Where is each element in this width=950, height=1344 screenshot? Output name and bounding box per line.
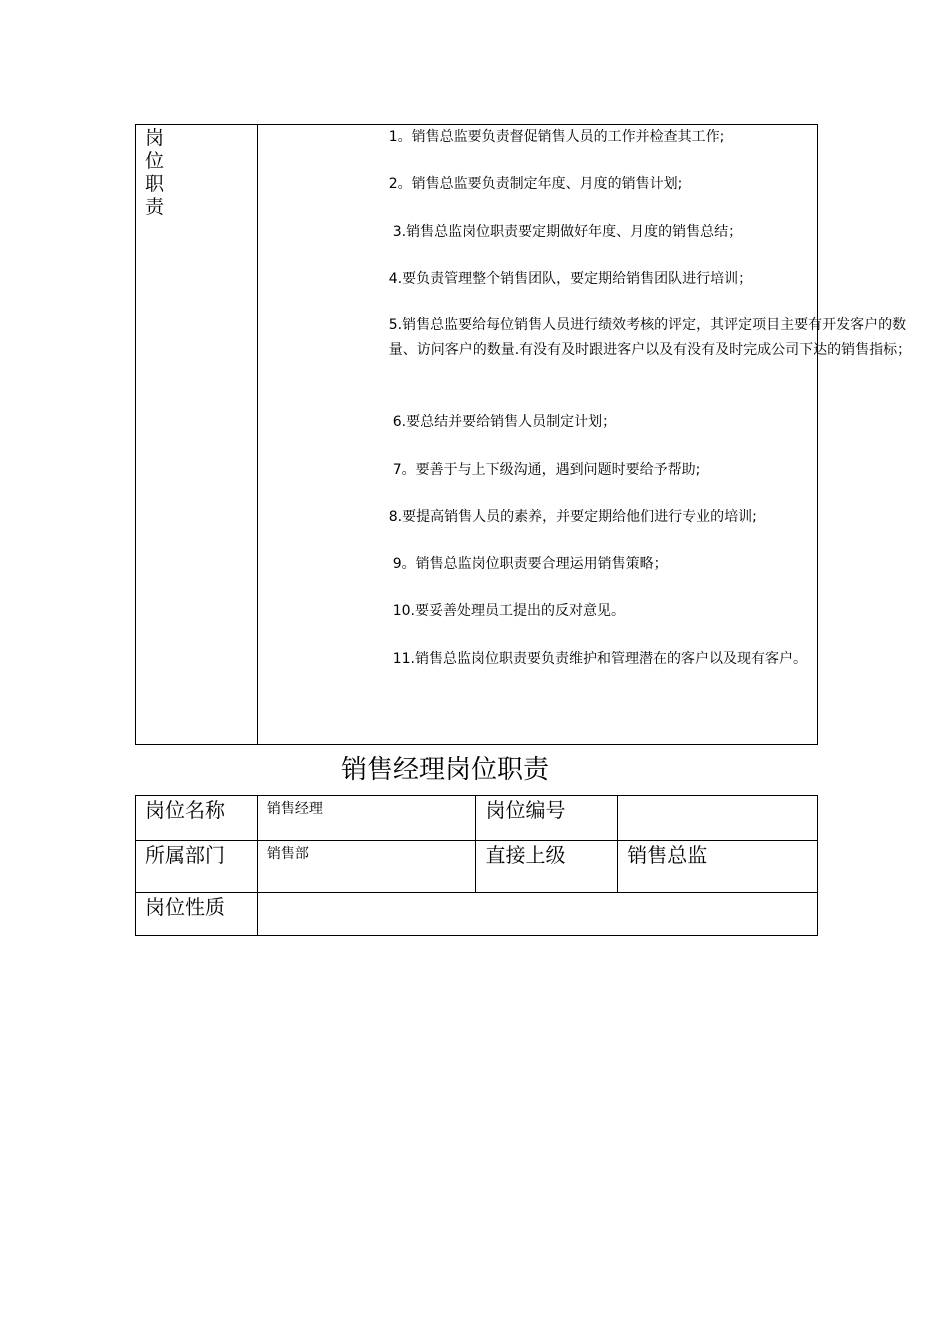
department-label-cell	[136, 841, 258, 893]
duty-item-2: 2。销售总监要负责制定年度、月度的销售计划;	[388, 176, 683, 192]
info-row-1	[136, 796, 818, 841]
position-name-label-cell	[136, 796, 258, 841]
duty-item-6: 6.要总结并要给销售人员制定计划；	[392, 414, 617, 430]
position-info-table	[135, 795, 818, 936]
duties-row	[136, 125, 818, 745]
duties-table	[135, 124, 912, 745]
nature-value	[258, 893, 817, 894]
superior-label: 直接上级	[485, 843, 566, 867]
superior-label-cell	[476, 841, 618, 893]
department-value-cell	[257, 841, 476, 893]
duties-label-cell	[136, 125, 258, 745]
superior-value-cell	[618, 841, 818, 893]
superior-value: 销售总监	[627, 843, 708, 867]
duty-item-5: 5.销售总监要给每位销售人员进行绩效考核的评定，其评定项目主要有开发客户的数量、访问客户的数量.有没有及时跟进客户以及有没有及时完成公司下达的销售指标；	[388, 317, 912, 358]
duties-label: 岗位职责	[145, 127, 165, 218]
department-value: 销售部	[266, 846, 309, 862]
info-row-2	[136, 841, 818, 893]
duty-item-7: 7。要善于与上下级沟通，遇到问题时要给予帮助;	[392, 462, 701, 478]
duty-item-9: 9。销售总监岗位职责要合理运用销售策略；	[392, 556, 668, 572]
position-name-value-cell	[257, 796, 476, 841]
position-number-label: 岗位编号	[485, 798, 566, 822]
position-number-value-cell	[618, 796, 818, 841]
nature-value-cell	[257, 893, 817, 936]
duty-item-4: 4.要负责管理整个销售团队，要定期给销售团队进行培训；	[388, 271, 753, 287]
position-number-label-cell	[476, 796, 618, 841]
department-label: 所属部门	[145, 843, 225, 867]
duty-item-8: 8.要提高销售人员的素养，并要定期给他们进行专业的培训;	[388, 509, 757, 525]
duties-content-cell	[257, 125, 912, 745]
document-title: 销售经理岗位职责	[340, 755, 549, 785]
nature-label-cell	[136, 893, 258, 936]
position-number-value	[618, 796, 817, 797]
duty-item-1: 1。销售总监要负责督促销售人员的工作并检查其工作;	[388, 129, 725, 145]
position-name-label: 岗位名称	[145, 798, 225, 822]
info-row-3	[136, 893, 818, 936]
duty-item-3: 3.销售总监岗位职责要定期做好年度、月度的销售总结；	[392, 224, 743, 240]
duty-item-11: 11.销售总监岗位职责要负责维护和管理潜在的客户以及现有客户。	[392, 651, 807, 667]
position-name-value: 销售经理	[266, 801, 323, 817]
nature-label: 岗位性质	[145, 895, 225, 919]
duty-item-10: 10.要妥善处理员工提出的反对意见。	[392, 603, 625, 619]
